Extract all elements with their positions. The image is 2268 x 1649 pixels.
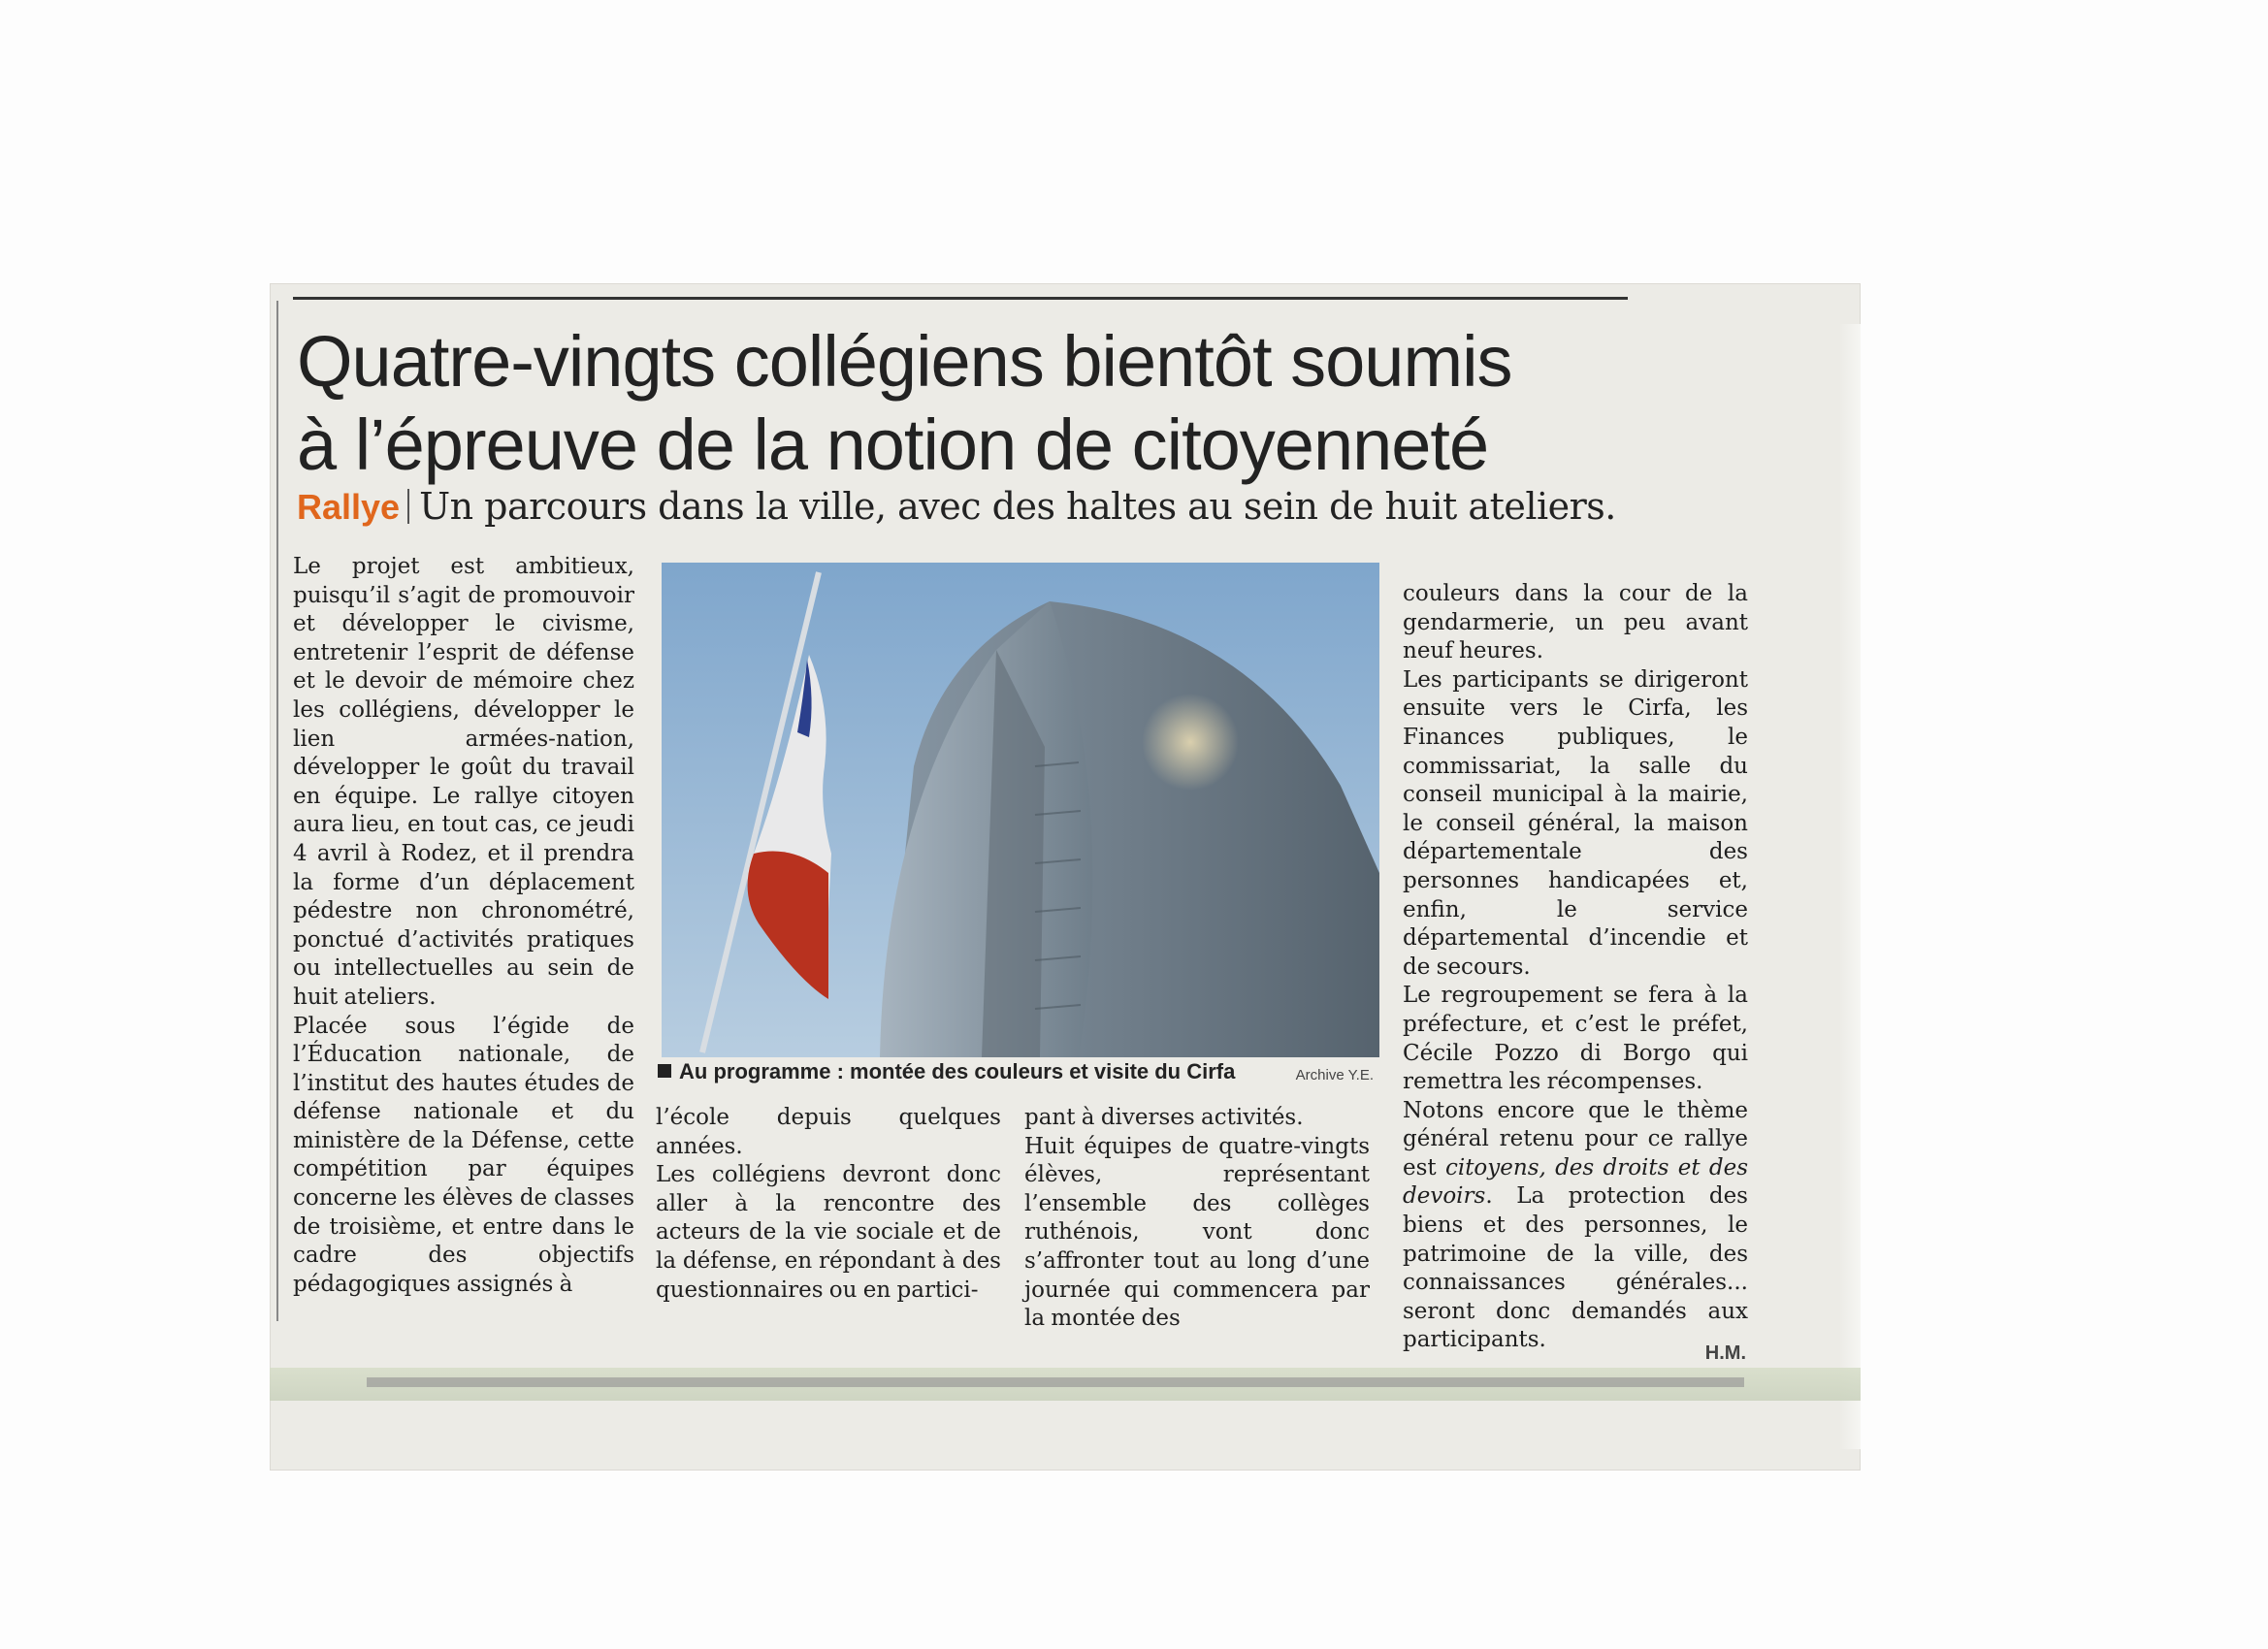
column-3 (1024, 1104, 1370, 1334)
paragraph: Huit équipes de quatre-vingts élèves, représentant l’ensemble des collèges ruthénois, vont donc s’affronter tout au long d’une journée qui commencera par la montée des (1024, 1133, 1370, 1332)
dek: Un parcours dans la ville, avec des haltes au sein de huit ateliers. (419, 485, 1616, 528)
headline (297, 320, 1752, 487)
kicker-divider (407, 489, 409, 524)
bottom-stripe (367, 1377, 1744, 1387)
article-photo (662, 563, 1379, 1057)
headline-line-1: Quatre-vingts collégiens bientôt soumis (297, 321, 1512, 402)
author-signature: H.M. (1704, 1342, 1746, 1364)
subheading (297, 485, 1616, 528)
photo-caption (658, 1059, 1383, 1092)
headline-line-2: à l’épreuve de la notion de citoyenneté (297, 404, 1489, 485)
torn-edge (1839, 324, 1861, 1449)
column-1 (293, 553, 634, 1299)
paragraph: Les collégiens devront donc aller à la rencontre des acteurs de la vie sociale et de la défense, en répondant à des questionnaires ou en partici- (656, 1162, 1001, 1303)
column-4 (1403, 580, 1748, 1355)
column-2 (656, 1104, 1001, 1305)
caption-text: Au programme : montée des couleurs et visite du Cirfa (679, 1059, 1236, 1083)
photo-building-flag (662, 563, 1379, 1057)
paragraph: Le regroupement se fera à la préfecture, et c’est le préfet, Cécile Pozzo di Borgo qui remettra les récompenses. (1403, 983, 1748, 1095)
top-rule (293, 297, 1628, 300)
kicker: Rallye (297, 487, 401, 527)
paragraph: Placée sous l’égide de l’Éducation nationale, de l’institut des hautes études de défense nationale et du ministère de la Défense, cette compétition par équipes concerne les élèves de classes de troisième, et entre dans le cadre des objectifs pédagogiques assignés à (293, 1013, 634, 1297)
paragraph: Les participants se dirigeront ensuite vers le Cirfa, les Finances publiques, le commissariat, la salle du conseil municipal à la mairie, le conseil général, la maison départementale des personnes handicapées et, enfin, le service départemental d’incendie et de secours. (1403, 666, 1748, 980)
theme-intro: Notons encore que le thème général retenu pour ce rallye est (1403, 1097, 1748, 1180)
theme-after: . La protection des biens et des personnes, le patrimoine de la ville, des connaissances générales... seront donc demandés aux participants. (1403, 1183, 1748, 1353)
paragraph (1403, 1097, 1748, 1355)
paragraph: pant à diverses activités. (1024, 1105, 1304, 1130)
paragraph: l’école depuis quelques années. (656, 1105, 1001, 1159)
black-square-icon (658, 1064, 671, 1078)
newspaper-clipping (270, 283, 1861, 1471)
photo-credit: Archive Y.E. (1295, 1067, 1374, 1083)
paragraph: couleurs dans la cour de la gendarmerie, un peu avant neuf heures. (1403, 581, 1748, 664)
left-rule (276, 301, 278, 1321)
paragraph: Le projet est ambitieux, puisqu’il s’agit de promouvoir et développer le civisme, entretenir l’esprit de défense et le devoir de mémoire chez les collégiens, développer le lien armées-nation, développer le goût du travail en équipe. Le rallye citoyen aura lieu, en tout cas, ce jeudi 4 avril à Rodez, et il prendra la forme d’un déplacement pédestre non chronométré, ponctué d’activités pratiques ou intellectuelles au sein de huit ateliers. (293, 554, 634, 1010)
theme-title: citoyens, des droits et des devoirs (1403, 1154, 1749, 1210)
